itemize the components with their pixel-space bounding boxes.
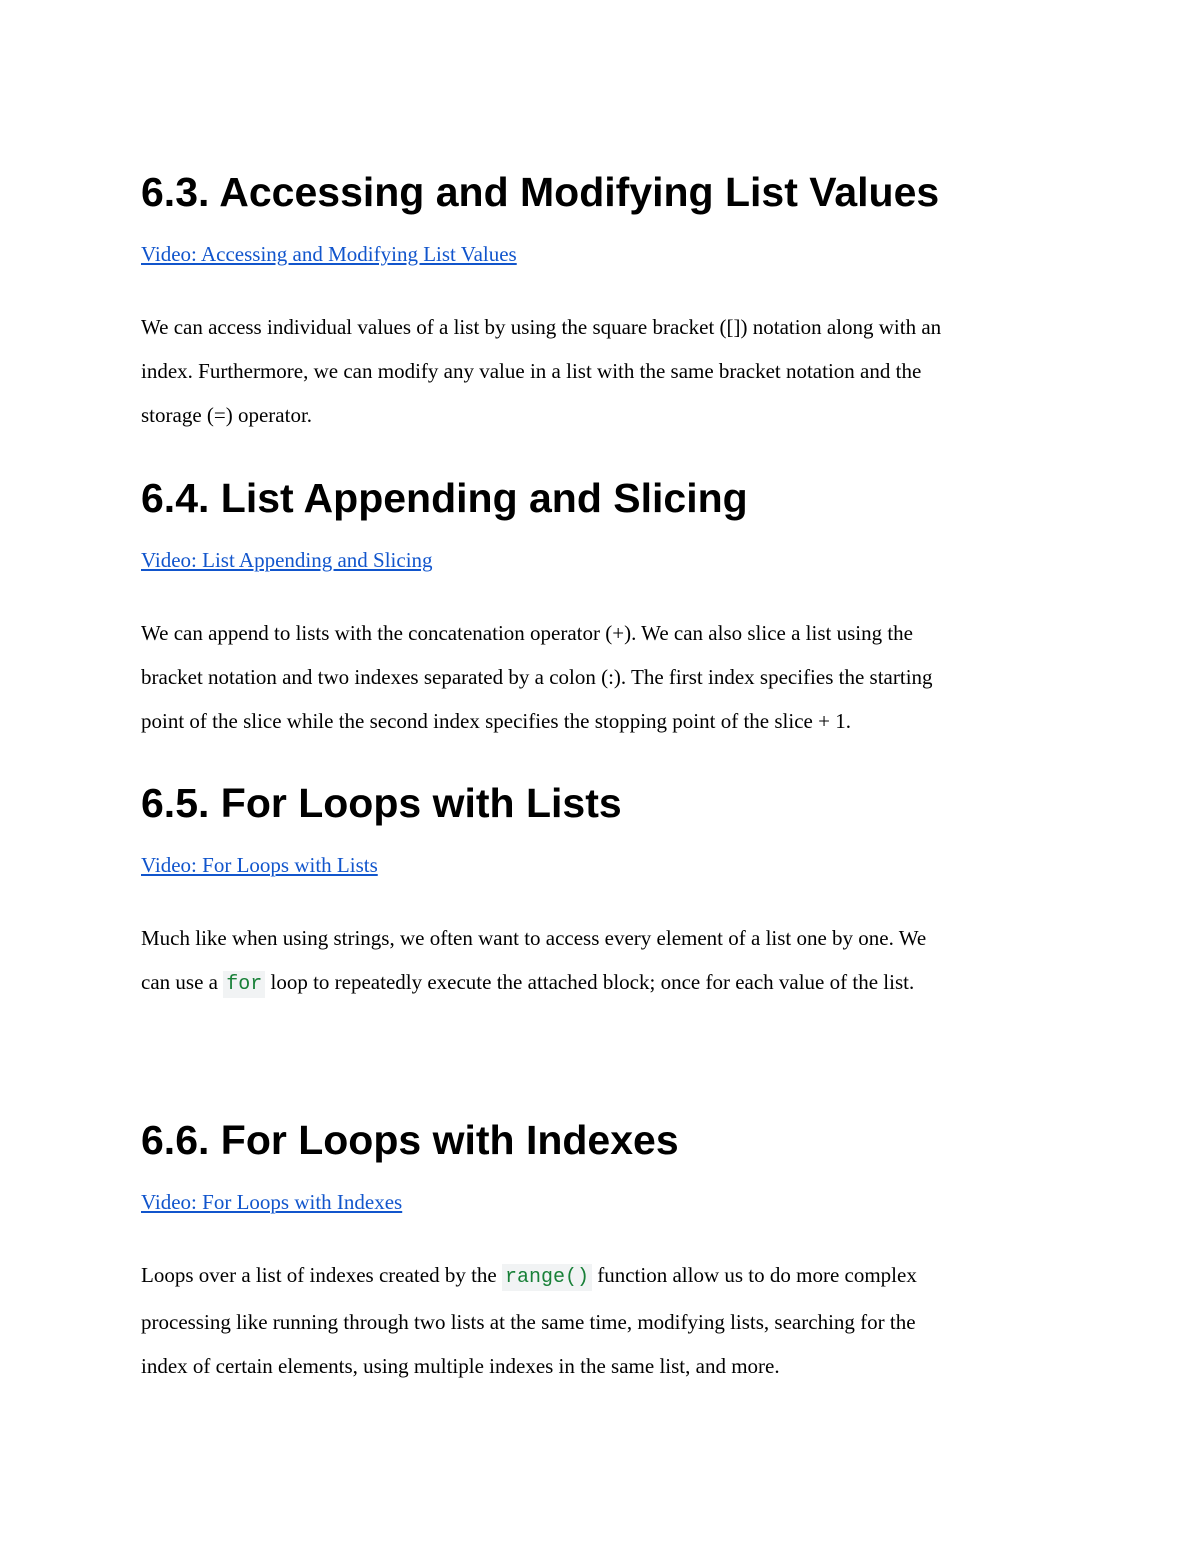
video-link-accessing-modifying[interactable]: Video: Accessing and Modifying List Values — [141, 242, 517, 266]
section-heading: 6.4. List Appending and Slicing — [141, 475, 748, 521]
section-heading: 6.5. For Loops with Lists — [141, 780, 622, 826]
section-6-5 — [141, 779, 1061, 1007]
video-link-for-loops-lists[interactable]: Video: For Loops with Lists — [141, 853, 378, 877]
paragraph-line: index. Furthermore, we can modify any value in a list with the same bracket notation and the — [141, 359, 922, 383]
section-heading: 6.6. For Loops with Indexes — [141, 1117, 679, 1163]
section-6-6 — [141, 1116, 1061, 1388]
text-segment: function allow us to do more complex — [591, 1263, 917, 1287]
section-heading: 6.3. Accessing and Modifying List Values — [141, 169, 940, 215]
paragraph-line: We can append to lists with the concatenation operator (+). We can also slice a list using the — [141, 621, 914, 645]
section-6-3 — [141, 168, 1061, 437]
paragraph-line: bracket notation and two indexes separated by a colon (:). The first index specifies the starting — [141, 665, 933, 689]
inline-code-range: range() — [502, 1264, 592, 1291]
text-segment: loop to repeatedly execute the attached block; once for each value of the list. — [265, 970, 915, 994]
paragraph-line: point of the slice while the second index specifies the stopping point of the slice + 1. — [141, 709, 851, 733]
text-segment: can use a — [141, 970, 224, 994]
paragraph-line: processing like running through two lists at the same time, modifying lists, searching for the — [141, 1310, 916, 1334]
video-link-for-loops-indexes[interactable]: Video: For Loops with Indexes — [141, 1190, 403, 1214]
inline-code-for: for — [223, 971, 265, 998]
paragraph-line: Much like when using strings, we often want to access every element of a list one by one. We — [141, 926, 927, 950]
video-link-appending-slicing[interactable]: Video: List Appending and Slicing — [141, 548, 433, 572]
paragraph-line: index of certain elements, using multiple indexes in the same list, and more. — [141, 1354, 780, 1378]
paragraph-line — [141, 960, 1061, 1007]
text-segment: Loops over a list of indexes created by the — [141, 1263, 502, 1287]
section-6-4 — [141, 474, 1061, 743]
paragraph-line — [141, 1253, 1061, 1300]
paragraph-line: storage (=) operator. — [141, 403, 313, 427]
paragraph-line: We can access individual values of a list by using the square bracket ([]) notation along with an — [141, 315, 942, 339]
